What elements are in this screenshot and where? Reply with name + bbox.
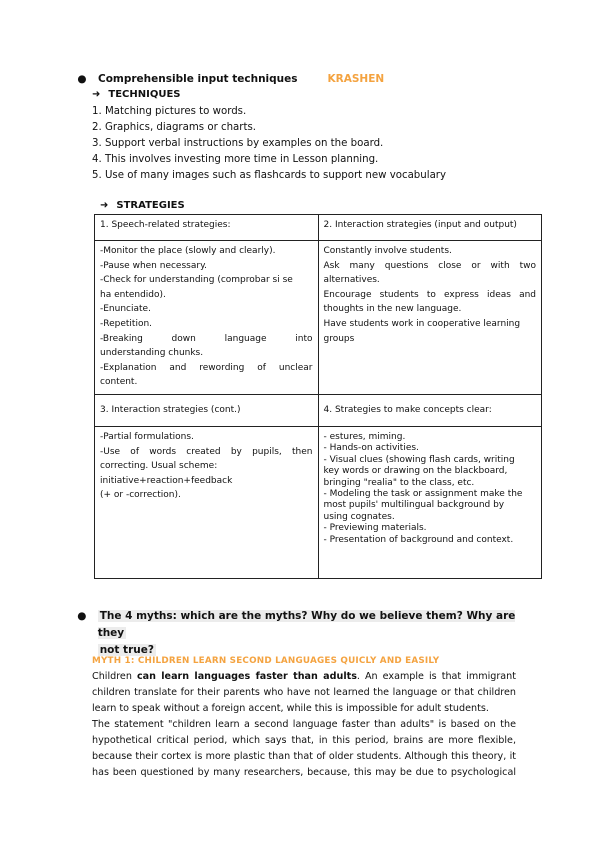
cell-line: -Partial formulations. [100,432,194,442]
cell-line: -Monitor the place (slowly and clearly). [100,246,276,256]
list-item: 5. Use of many images such as flashcards to support new vocabulary [92,170,447,181]
strategies-table [94,214,542,579]
speech-strategies-cell [95,241,319,395]
cell-line: -Pause when necessary. [100,260,207,271]
author-label: KRASHEN [327,73,385,85]
section-myths-heading [76,608,536,659]
cell-line: ha entendido). [100,289,166,300]
cell-line: alternatives. [323,275,380,286]
cell-line: initiative+reaction+feedback [100,475,233,486]
cell-line: Have students work in cooperative learning [323,318,521,329]
paragraph-line: learn to speak without a foreign accent, while this is impossible for adult students. [92,703,489,714]
cell-line: - Hands-on activities. [323,443,419,454]
paragraph-line: has been questioned by many researchers, because, this may be due to psychological [92,767,516,778]
cell-line: -Explanation and rewording of unclear [100,362,313,373]
list-item: 2. Graphics, diagrams or charts. [92,122,257,133]
cell-line: using cognates. [323,511,395,522]
techniques-heading [92,89,181,100]
paragraph-line [92,669,516,685]
list-item: 1. Matching pictures to words. [92,106,247,117]
list-item: 3. Support verbal instructions by examples on the board. [92,138,384,149]
myth-1-title: MYTH 1: CHILDREN LEARN SECOND LANGUAGES QUICLY AND EASILY [92,656,440,666]
arrow-icon: ➜ [100,200,109,211]
cell-line: (+ or -correction). [100,490,181,501]
myth-1-paragraph-2 [92,717,516,781]
concepts-clear-cell [318,427,542,579]
paragraph-line: hypothetical critical period, which says that, in this period, brains are more flexible, [92,735,516,746]
cell-line: correcting. Usual scheme: [100,461,218,472]
text-run: Children [92,671,137,682]
cell-line: groups [323,333,355,344]
techniques-title: TECHNIQUES [108,89,181,100]
section-title [98,608,536,659]
bullet-icon: ● [77,73,87,85]
cell-line: most pupils' multilingual background by [323,500,505,511]
techniques-list [92,104,446,184]
cell-line: -Repetition. [100,318,153,329]
section-title: Comprehensible input techniques [98,73,298,85]
cell-line: - Previewing materials. [323,523,427,534]
arrow-icon: ➜ [92,89,101,100]
table-header-cell: 4. Strategies to make concepts clear: [318,395,542,427]
section-title-line: not true? [99,644,154,656]
cell-line: thoughts in the new language. [323,304,462,315]
interaction-strategies-cell [318,241,542,395]
strategies-title: STRATEGIES [116,200,185,211]
cell-line: -Enunciate. [100,304,151,315]
cell-line: - Presentation of background and context. [323,534,514,545]
cell-line: Encourage students to express ideas and [323,289,536,300]
cell-line: Constantly involve students. [323,246,452,256]
cell-line: - Modeling the task or assignment make the [323,489,523,500]
bullet-icon: ● [77,610,87,622]
list-item: 4. This involves investing more time in Lesson planning. [92,154,379,165]
text-run: . An example is that immigrant [356,671,516,682]
table-header-cell: 2. Interaction strategies (input and output) [318,215,542,241]
cell-line: Ask many questions close or with two [323,260,536,271]
cell-line: content. [100,377,138,388]
cell-line: bringing "realia" to the class, etc. [323,477,475,488]
table-header-cell: 3. Interaction strategies (cont.) [95,395,319,427]
section-title-line: The 4 myths: which are the myths? Why do we believe them? Why are they [97,610,516,639]
strategies-heading [100,200,185,211]
interaction-cont-cell [95,427,319,579]
cell-line: understanding chunks. [100,348,204,359]
cell-line: - Visual clues (showing flash cards, writing [323,454,515,465]
paragraph-line: children translate for their parents who have not learned the language or that children [92,687,516,698]
cell-line: -Use of words created by pupils, then [100,446,313,457]
cell-line: -Check for understanding (comprobar si se [100,275,293,286]
myth-1-paragraph-1 [92,669,516,717]
cell-line: -Breaking down language into [100,333,313,344]
section-comprehensible-input-heading [76,73,384,85]
paragraph-line: The statement "children learn a second language faster than adults" is based on the [92,719,516,730]
cell-line: - estures, miming. [323,432,406,442]
cell-line: key words or drawing on the blackboard, [323,466,508,477]
paragraph-line: because their cortex is more plastic than that of older students. Although this theory, it [92,751,516,762]
table-header-cell: 1. Speech-related strategies: [95,215,319,241]
bold-text: can learn languages faster than adults [136,671,357,682]
